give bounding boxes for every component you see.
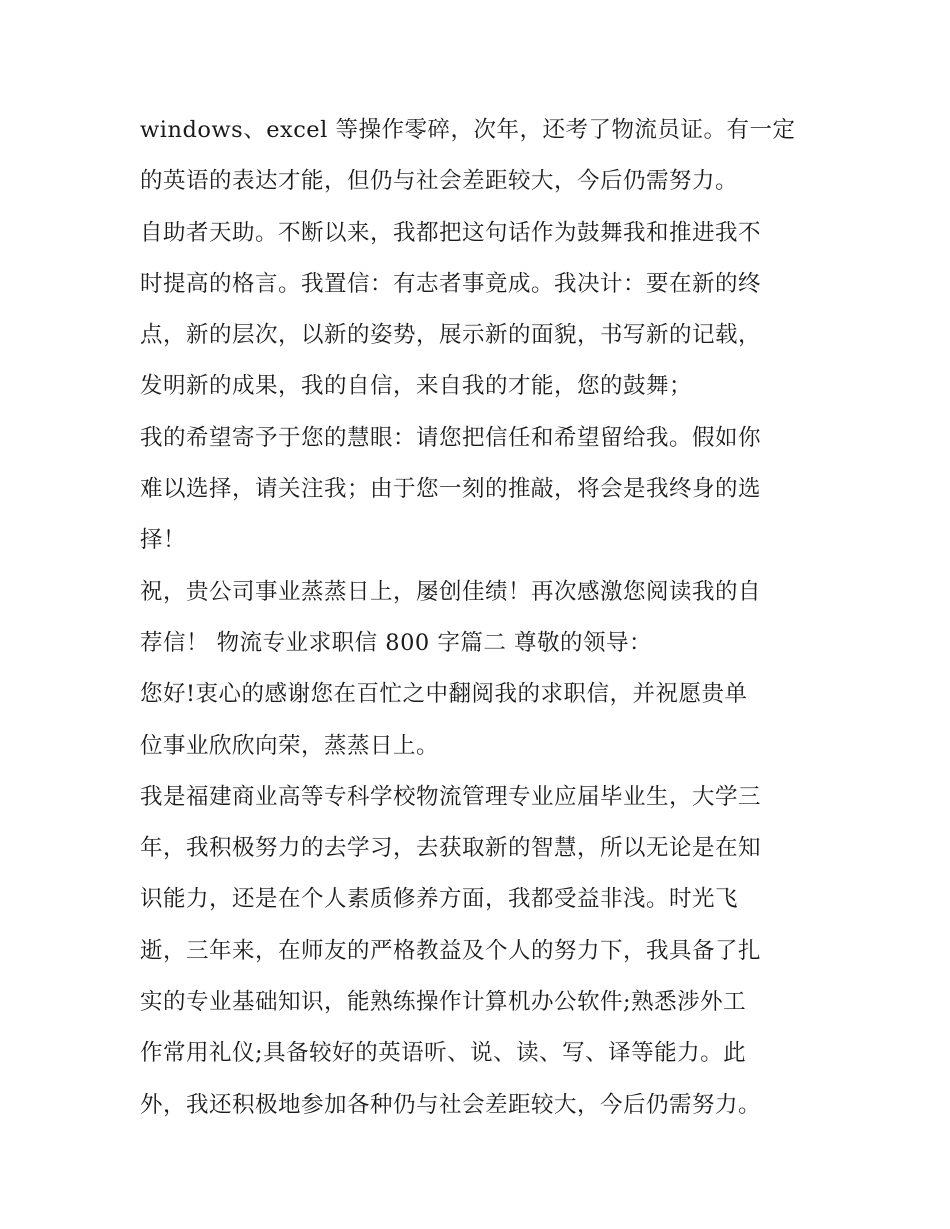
text-line: 识能力，还是在个人素质修养方面，我都受益非浅。时光飞 [140, 886, 739, 913]
text-line: 难以选择，请关注我；由于您一刻的推敲，将会是我终身的选 [140, 476, 762, 503]
text-line: 荐信！ 物流专业求职信 800 字篇二 尊敬的领导： [140, 629, 653, 656]
text-line: windows、excel 等操作零碎，次年，还考了物流员证。有一定 [140, 117, 796, 143]
text-line: 点，新的层次，以新的姿势，展示新的面貌，书写新的记载， [140, 322, 762, 349]
text-line: 时提高的格言。我置信：有志者事竟成。我决计：要在新的终 [140, 270, 762, 297]
text-line: 祝，贵公司事业蒸蒸日上，屡创佳绩！再次感激您阅读我的自 [140, 578, 762, 605]
text-line: 我是福建商业高等专科学校物流管理专业应届毕业生，大学三 [140, 783, 762, 810]
text-line: 逝，三年来，在师友的严格教益及个人的努力下，我具备了扎 [140, 937, 762, 964]
text-line: 位事业欣欣向荣，蒸蒸日上。 [140, 732, 440, 759]
text-line: 自助者天助。不断以来，我都把这句话作为鼓舞我和推进我不 [140, 219, 762, 246]
text-line: 年，我积极努力的去学习，去获取新的智慧，所以无论是在知 [140, 835, 762, 862]
text-line: 的英语的表达才能，但仍与社会差距较大，今后仍需努力。 [140, 168, 739, 195]
text-line: 作常用礼仪;具备较好的英语听、说、读、写、译等能力。此 [140, 1040, 747, 1067]
text-line: 您好!衷心的感谢您在百忙之中翻阅我的求职信，并祝愿贵单 [140, 681, 748, 708]
text-line: 择！ [140, 527, 187, 554]
text-line: 外，我还积极地参加各种仍与社会差距较大，今后仍需努力。 [140, 1091, 762, 1118]
body-text [140, 105, 820, 1131]
text-line: 发明新的成果，我的自信，来自我的才能，您的鼓舞； [140, 373, 693, 400]
text-line: 我的希望寄予于您的慧眼：请您把信任和希望留给我。假如你 [140, 424, 762, 451]
text-line: 实的专业基础知识，能熟练操作计算机办公软件;熟悉涉外工 [140, 989, 747, 1016]
